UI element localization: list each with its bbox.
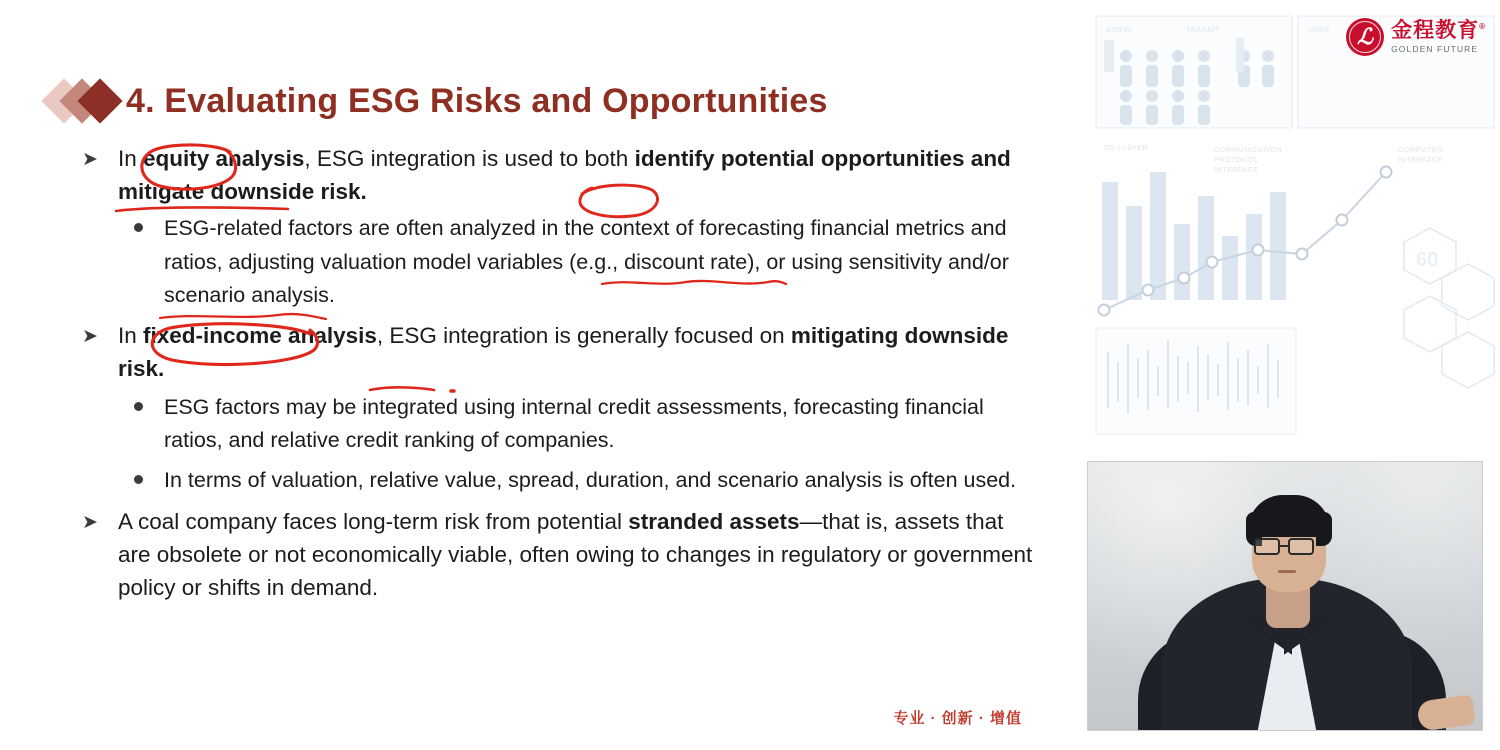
round-bullet-icon [134,402,143,411]
svg-text:COMPUTER: COMPUTER [1398,147,1443,154]
svg-text:PROTOCOL: PROTOCOL [1214,157,1258,164]
arrow-bullet-icon: ➤ [82,512,98,533]
brand-logo [1346,18,1486,56]
presenter-mouth [1278,570,1296,573]
presenter-video[interactable] [1087,461,1483,731]
svg-text:INTERFACE: INTERFACE [1214,167,1259,174]
presenter-glasses-left-lens [1254,538,1280,555]
slide-title-row [48,78,828,124]
svg-text:60: 60 [1416,249,1439,271]
arrow-bullet-icon: ➤ [82,149,98,170]
brand-name-cn [1391,20,1486,42]
svg-text:COMMUNICATION: COMMUNICATION [1214,147,1282,154]
bullet-text: ESG-related factors are often analyzed in the context of forecasting financial metrics and ratios, adjusting valuation model variables (e.g., discount rate), or using sensitivity and/or scenario analysis. [164,216,1009,307]
bullet-text: In equity analysis, ESG integration is used to both identify potential opportunities and mitigate downside risk. [118,146,1011,204]
bullet-text: ESG factors may be integrated using internal credit assessments, forecasting financial ratios, and relative credit ranking of companies. [164,394,984,452]
round-bullet-icon [134,475,143,484]
presenter-hair-right [1316,512,1332,546]
page-title: 4. Evaluating ESG Risks and Opportunities [126,81,828,120]
svg-text:TRANSIT: TRANSIT [1186,27,1221,34]
round-bullet-icon [134,223,143,232]
bullet-level2 [76,464,1036,498]
bullet-level1 [76,142,1036,208]
svg-text:ADMIN: ADMIN [1106,27,1132,34]
svg-text:INTERFACE: INTERFACE [1398,157,1443,164]
svg-text:OS / LAYER: OS / LAYER [1104,145,1149,152]
bullet-text: In terms of valuation, relative value, spread, duration, and scenario analysis is often used. [164,467,1017,492]
bullet-level2 [76,212,1036,313]
bullet-level2 [76,391,1036,458]
logo-emblem-icon: ℒ [1346,18,1384,56]
svg-text:USER: USER [1308,27,1330,34]
bullet-level1 [76,505,1036,604]
arrow-bullet-icon: ➤ [82,325,98,347]
decorative-infographic [1086,10,1498,440]
bullet-text: A coal company faces long-term risk from potential stranded assets—that is, assets that are obsolete or not economically viable, often owing to changes in regulatory or government policy or shifts in demand. [118,509,1033,600]
presenter-glasses-right-lens [1288,538,1314,555]
presenter-glasses-bridge [1280,545,1288,547]
brand-name-cn-text: 金程教育 [1391,18,1480,42]
bullet-text: In fixed-income analysis, ESG integration is generally focused on mitigating downside risk. [118,322,1009,381]
registered-mark: ® [1479,21,1486,31]
slide-body [76,142,1036,608]
brand-name-en: GOLDEN FUTURE [1391,44,1479,55]
right-panel [1070,0,1500,750]
diamond-bullet-decoration [48,78,120,124]
bullet-level1 [76,319,1036,385]
footer-slogan: 专业 · 创新 · 增值 [893,710,1022,727]
